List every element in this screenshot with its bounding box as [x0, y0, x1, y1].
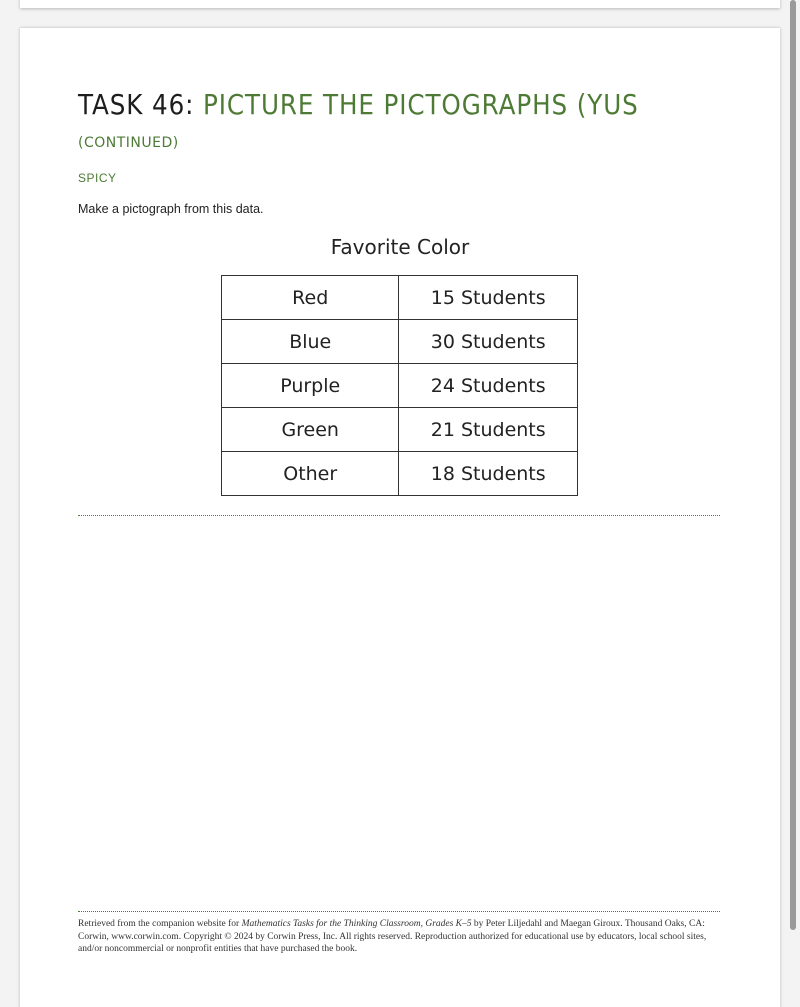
document-page: [20, 28, 780, 1007]
table-row: [222, 408, 578, 452]
vertical-scrollbar[interactable]: [790, 0, 796, 930]
favorite-color-table: [221, 275, 578, 496]
table-row: [222, 452, 578, 496]
footer-text-end: by Peter Liljedahl and Maegan Giroux. Thousand Oaks, CA: Corwin, www.corwin.com. Copyright © 2024 by Corwin Press, Inc. All rights reserved. Reproduction authorized for educational use by educators, local school sites, and/or noncommercial or nonprofit entities that have purchased the book.: [78, 919, 707, 954]
table-row: [222, 276, 578, 320]
color-cell: Red: [222, 276, 399, 320]
section-divider: [78, 515, 720, 516]
task-number: TASK 46:: [78, 88, 204, 121]
count-cell: 24 Students: [399, 364, 578, 408]
count-cell: 15 Students: [399, 276, 578, 320]
copyright-footer: [78, 918, 720, 956]
count-cell: 18 Students: [399, 452, 578, 496]
color-cell: Purple: [222, 364, 399, 408]
footer-book-title: Mathematics Tasks for the Thinking Classroom, Grades K–5: [241, 919, 472, 929]
task-name: PICTURE THE PICTOGRAPHS (YUS: [203, 88, 639, 121]
task-title: [78, 88, 639, 121]
previous-page-edge: [20, 0, 780, 8]
count-cell: 30 Students: [399, 320, 578, 364]
color-cell: Other: [222, 452, 399, 496]
footer-divider: [78, 911, 720, 912]
footer-text-start: Retrieved from the companion website for: [78, 919, 242, 929]
table-title: Favorite Color: [330, 235, 470, 259]
task-instruction: Make a pictograph from this data.: [78, 202, 264, 216]
color-cell: Green: [222, 408, 399, 452]
difficulty-label: SPICY: [78, 171, 117, 185]
continued-label: (CONTINUED): [78, 135, 179, 151]
table-row: [222, 320, 578, 364]
color-cell: Blue: [222, 320, 399, 364]
count-cell: 21 Students: [399, 408, 578, 452]
table-row: [222, 364, 578, 408]
